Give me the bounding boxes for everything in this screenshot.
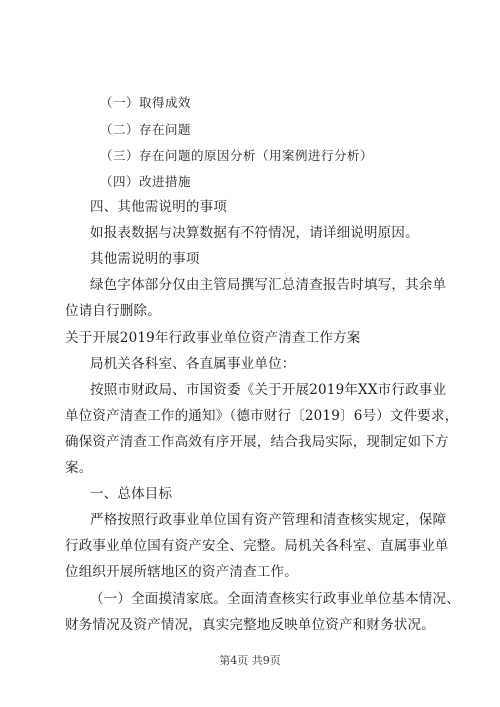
paragraph-line: 行政事业单位国有资产安全、完整。局机关各科室、直属事业单 [65,538,449,554]
section-heading: 四、其他需说明的事项 [90,199,227,215]
subsection-2: （二）存在问题 [100,122,192,137]
page-number-footer: 第4页 共9页 [219,654,281,667]
paragraph-line: （一）全面摸清家底。全面清查核实行政事业单位基本情况、 [90,591,460,607]
paragraph-line: 案。 [65,460,93,476]
paragraph-line: 单位资产清查工作的通知》（德市财行〔2019〕6号）文件要求， [65,408,459,424]
paragraph-line: 位组织开展所辖地区的资产清查工作。 [65,564,298,580]
document-title: 关于开展2019年行政事业单位资产清查工作方案 [65,330,361,346]
paragraph-line: 位请自行删除。 [65,303,161,319]
paragraph-line: 绿色字体部分仅由主管局撰写汇总清查报告时填写，其余单 [90,277,447,293]
paragraph-line: 如报表数据与决算数据有不符情况，请详细说明原因。 [90,225,419,241]
section-heading: 一、总体目标 [90,486,173,502]
subsection-3: （三）存在问题的原因分析（用案例进行分析） [100,148,374,163]
paragraph-line: 按照市财政局、市国资委《关于开展2019年XX市行政事业 [90,382,447,398]
paragraph-line: 其他需说明的事项 [90,251,200,267]
salutation: 局机关各科室、各直属事业单位： [90,356,296,372]
paragraph-line: 严格按照行政事业单位国有资产管理和清查核实规定，保障 [90,512,447,528]
paragraph-line: 财务情况及资产情况，真实完整地反映单位资产和财务状况。 [65,617,435,633]
subsection-4: （四）改进措施 [100,174,192,189]
paragraph-line: 确保资产清查工作高效有序开展，结合我局实际，现制定如下方 [65,434,449,450]
subsection-1: （一）取得成效 [100,95,192,110]
